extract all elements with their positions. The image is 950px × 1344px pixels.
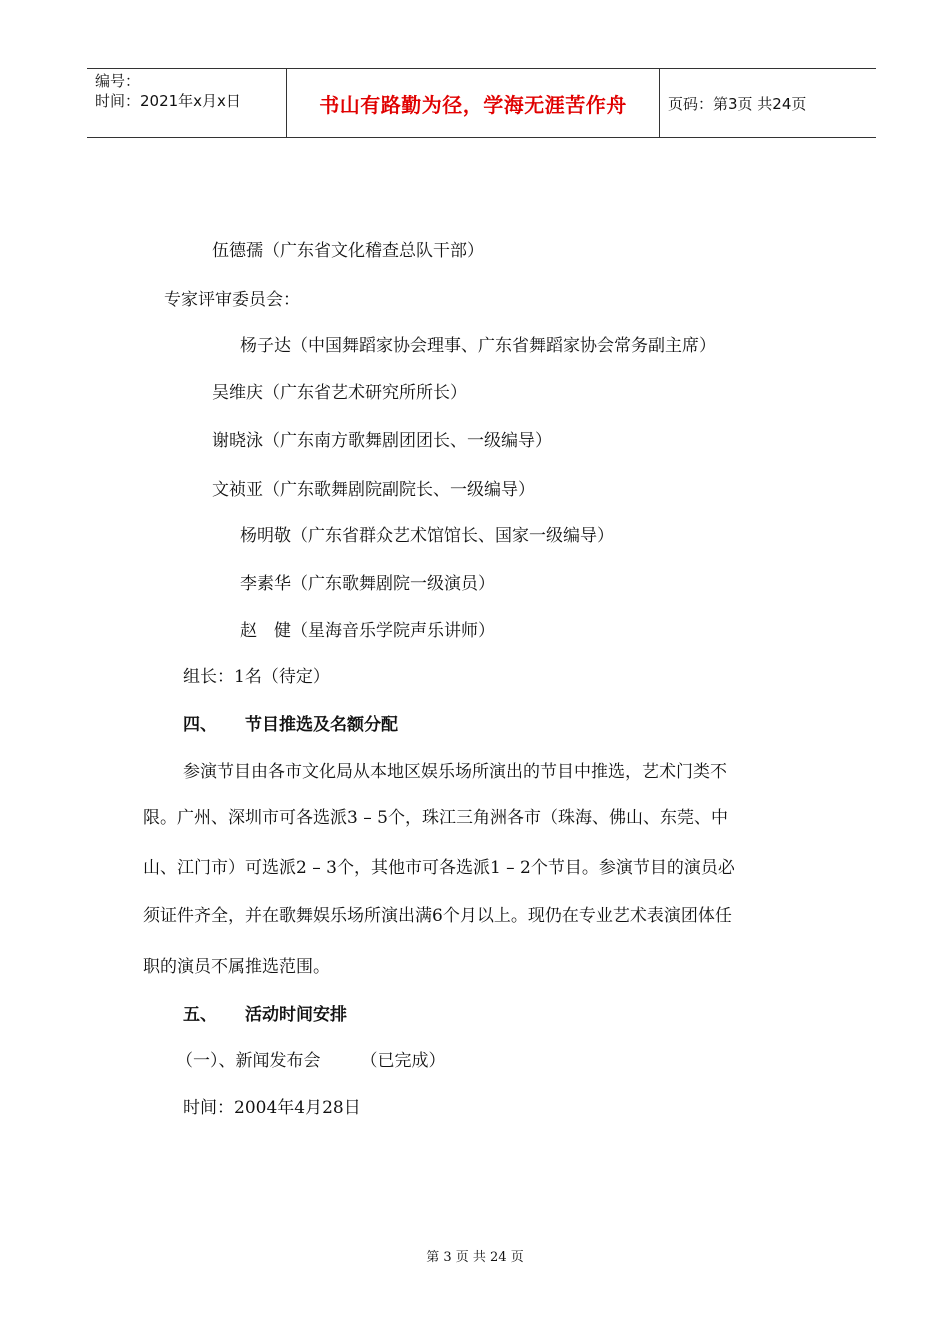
section-4-paragraph-line: 参演节目由各市文化局从本地区娱乐场所演出的节目中推选，艺术门类不 <box>183 762 727 782</box>
header-meta <box>87 69 287 137</box>
section-5-title: 活动时间安排 <box>245 1005 347 1025</box>
page-footer: 第 3 页 共 24 页 <box>426 1250 524 1265</box>
committee-title: 专家评审委员会： <box>164 290 300 310</box>
section-4-paragraph-line: 职的演员不属推选范围。 <box>143 957 330 977</box>
section-4-paragraph-line: 须证件齐全，并在歌舞娱乐场所演出满6个月以上。现仍在专业艺术表演团体任 <box>143 906 732 926</box>
sub-section-1 <box>176 1049 446 1073</box>
member-item: 杨明敬（广东省群众艺术馆馆长、国家一级编导） <box>240 526 614 546</box>
sub-section-1-status: （已完成） <box>360 1051 446 1071</box>
section-5-heading <box>183 1003 347 1027</box>
section-4-title: 节目推选及名额分配 <box>245 715 398 735</box>
member-item: 吴维庆（广东省艺术研究所所长） <box>212 383 467 403</box>
group-leader: 组长：1名（待定） <box>183 667 330 687</box>
section-4-paragraph-line: 山、江门市）可选派2 – 3个，其他市可各选派1 – 2个节目。参演节目的演员必 <box>143 858 735 878</box>
header-page-info: 页码：第3页 共24页 <box>668 94 807 113</box>
code-label: 编号： <box>95 72 141 90</box>
section-4-paragraph-line: 限。广州、深圳市可各选派3 – 5个，珠江三角洲各市（珠海、佛山、东莞、中 <box>143 808 728 828</box>
time-label: 时间：2021年x月x日 <box>95 92 241 110</box>
member-wu-deru: 伍德孺（广东省文化稽查总队干部） <box>212 241 484 261</box>
section-4-number: 四、 <box>183 715 217 735</box>
event-time: 时间：2004年4月28日 <box>183 1098 361 1118</box>
member-item: 谢晓泳（广东南方歌舞剧团团长、一级编导） <box>212 431 552 451</box>
member-item: 赵 健（星海音乐学院声乐讲师） <box>240 621 495 641</box>
page-header <box>87 68 876 138</box>
member-item: 杨子达（中国舞蹈家协会理事、广东省舞蹈家协会常务副主席） <box>240 336 716 356</box>
section-4-heading <box>183 713 398 737</box>
section-5-number: 五、 <box>183 1005 217 1025</box>
header-motto: 书山有路勤为径，学海无涯苦作舟 <box>287 69 660 137</box>
sub-section-1-title: （一）、新闻发布会 <box>176 1051 321 1071</box>
member-item: 李素华（广东歌舞剧院一级演员） <box>240 574 495 594</box>
member-item: 文祯亚（广东歌舞剧院副院长、一级编导） <box>212 480 535 500</box>
